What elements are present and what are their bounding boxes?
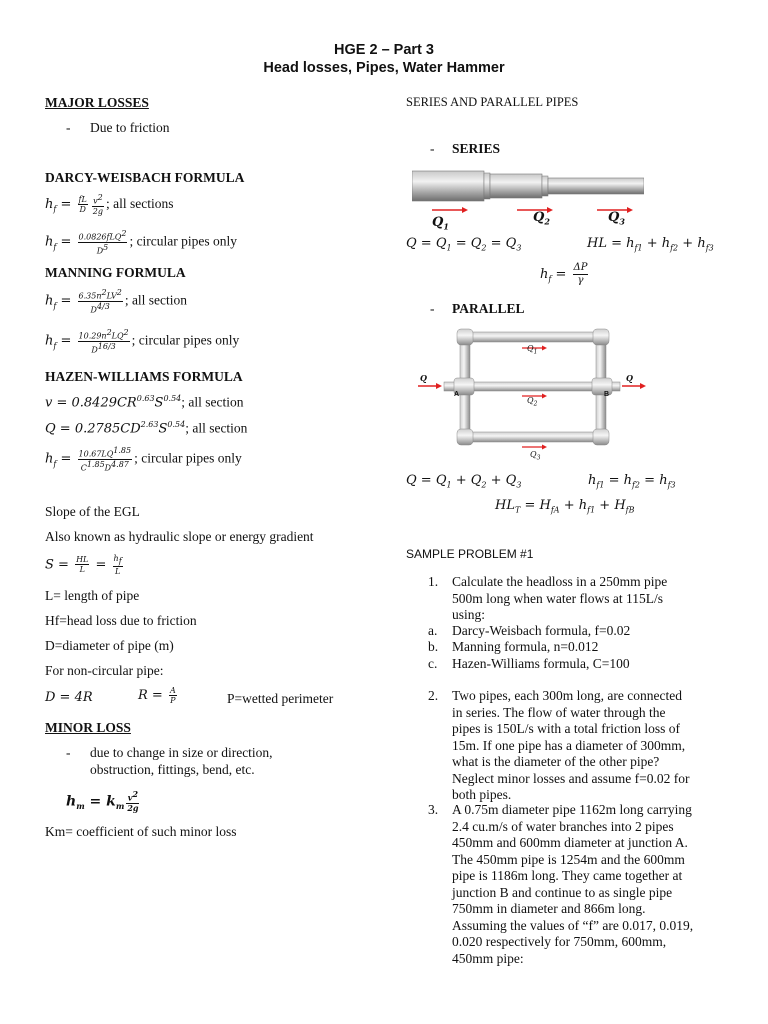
slope-description: Also known as hydraulic slope or energy gradient <box>45 529 314 544</box>
problem-3 <box>428 802 728 972</box>
parallel-q-out-label: Q <box>626 373 633 383</box>
problem-1-number: 1. <box>428 574 439 589</box>
problem-3-text: A 0.75m diameter pipe 1162m long carrying 2.4 cu.m/s of water branches into 2 pipes 450mm and 600mm diameter at junction A. The 450mm pipe is 1254m and the 600mm pipe is 1186m long. They came together at junction B and continue to as single pipe 750mm in diameter and 866m long. Assuming the values of “f” are 0.017, 0.019, 0.020 respectively for 750mm, 600mm, 450mm pipe: <box>452 802 694 966</box>
series-headloss-equation: HL = $h_{f1} + h_{f2} + h_{f3}$ <box>587 236 714 253</box>
def-diameter: D=diameter of pipe (m) <box>45 638 174 653</box>
major-losses-heading: MAJOR LOSSES <box>45 95 149 110</box>
manning-formula-2: $h_f$ = $\frac{10.29n^2LQ^2}{D^{16/3}}$ ; circular pipes only <box>45 328 240 355</box>
slope-formula: S = $\frac{HL}{L}$ = $\frac{h_f}{L}$ <box>45 554 122 576</box>
darcy-heading: DARCY-WEISBACH FORMULA <box>45 170 245 185</box>
minor-loss-bullet-1: due to change in size or direction, <box>90 745 273 760</box>
problem-3-number: 3. <box>428 802 439 817</box>
major-losses-bullet-marker: - <box>66 120 71 135</box>
series-label: SERIES <box>452 141 501 156</box>
series-q3-label: $Q_3$ <box>608 210 625 227</box>
parallel-q1-label: $Q_1$ <box>527 344 538 356</box>
darcy-formula-2: $h_f$ = $\frac{0.0826fLQ^2}{D^5}$ ; circular pipes only <box>45 229 238 256</box>
minor-loss-bullet-2: obstruction, fittings, bend, etc. <box>90 762 255 777</box>
series-flow-equation: $Q = Q_1 = Q_2 = Q_3$ <box>406 236 522 253</box>
hazen-formula-3: $h_f$ = $\frac{10.67LQ^{1.85}}{C^{1.85}D^{4.87}}$ ; circular pipes only <box>45 446 242 473</box>
km-definition: Km= coefficient of such minor loss <box>45 824 237 839</box>
def-noncircular: For non-circular pipe: <box>45 663 164 678</box>
hazen-heading: HAZEN-WILLIAMS FORMULA <box>45 369 243 384</box>
minor-loss-heading: MINOR LOSS <box>45 720 131 735</box>
parallel-q2-label: $Q_2$ <box>527 396 538 408</box>
hazen-formula-1: $v = 0.8429CR^{0.63}S^{0.54}$; all section <box>45 394 244 411</box>
darcy-formula-1: $h_f$ = $\frac{fL}{D}$ $\frac{v^2}{2g}$ ; all sections <box>45 193 174 216</box>
hazen-formula-2: $Q = 0.2785CD^{2.63}S^{0.54}$; all section <box>45 420 248 437</box>
headloss-pressure-equation: $h_f$ = $\frac{\Delta P}{\gamma}$ <box>540 262 588 286</box>
parallel-bullet-marker: - <box>430 301 435 316</box>
series-q1-label: $Q_1$ <box>432 215 449 232</box>
def-length: L= length of pipe <box>45 588 140 603</box>
document-title: HGE 2 – Part 3 <box>334 42 434 58</box>
parallel-q-in-label: Q <box>420 373 427 383</box>
problem-2-number: 2. <box>428 688 439 703</box>
junction-a-label: A <box>454 391 460 398</box>
slope-title: Slope of the EGL <box>45 504 140 519</box>
problem-1-text: Calculate the headloss in a 250mm pipe 500m long when water flows at 115L/s using: <box>452 574 668 622</box>
parallel-flow-equation: $Q = Q_1 + Q_2 + Q_3$ <box>406 473 522 490</box>
parallel-q3-label: $Q_3$ <box>530 450 541 462</box>
parallel-total-headloss-equation: $HL_T = H_{fA} + h_{f1} + H_{fB}$ <box>495 498 635 515</box>
parallel-headloss-equation: $h_{f1} = h_{f2} = h_{f3}$ <box>588 473 676 490</box>
hydraulic-radius-formula: D = 4R <box>45 690 93 705</box>
problem-1-option-a: a. Darcy-Weisbach formula, f=0.02 <box>428 623 631 638</box>
series-bullet-marker: - <box>430 141 435 156</box>
parallel-label: PARALLEL <box>452 301 525 316</box>
manning-formula-1: $h_f$ = $\frac{6.35n^2LV^2}{D^{4/3}}$ ; all section <box>45 288 188 315</box>
sample-problem-heading: SAMPLE PROBLEM #1 <box>406 547 534 561</box>
wetted-perimeter-def: P=wetted perimeter <box>227 691 334 706</box>
manning-heading: MANNING FORMULA <box>45 265 186 280</box>
problem-2-text: Two pipes, each 300m long, are connected in series. The flow of water through the pipes is 150L/s with a total friction loss of 15m. If one pipe has a diameter of 300mm, what is the diameter of the other pipe? Neglect minor losses and assume f=0.02 for both pipes. <box>452 688 690 802</box>
document-subtitle: Head losses, Pipes, Water Hammer <box>263 60 505 76</box>
junction-b-label: B <box>604 391 610 398</box>
radius-formula: R = $\frac{A}{P}$ <box>138 686 176 705</box>
series-parallel-heading: SERIES AND PARALLEL PIPES <box>406 95 579 109</box>
major-losses-bullet: Due to friction <box>90 120 170 135</box>
problem-1-option-b: b. Manning formula, n=0.012 <box>428 639 599 654</box>
def-headloss: Hf=head loss due to friction <box>45 613 197 628</box>
minor-loss-formula: $h_m = k_m$ $\frac{v^2}{2g}$ <box>66 789 139 813</box>
problem-2 <box>428 688 728 806</box>
problem-1-option-c: c. Hazen-Williams formula, C=100 <box>428 656 630 671</box>
series-q2-label: $Q_2$ <box>533 210 550 227</box>
minor-loss-bullet-marker: - <box>66 745 71 760</box>
